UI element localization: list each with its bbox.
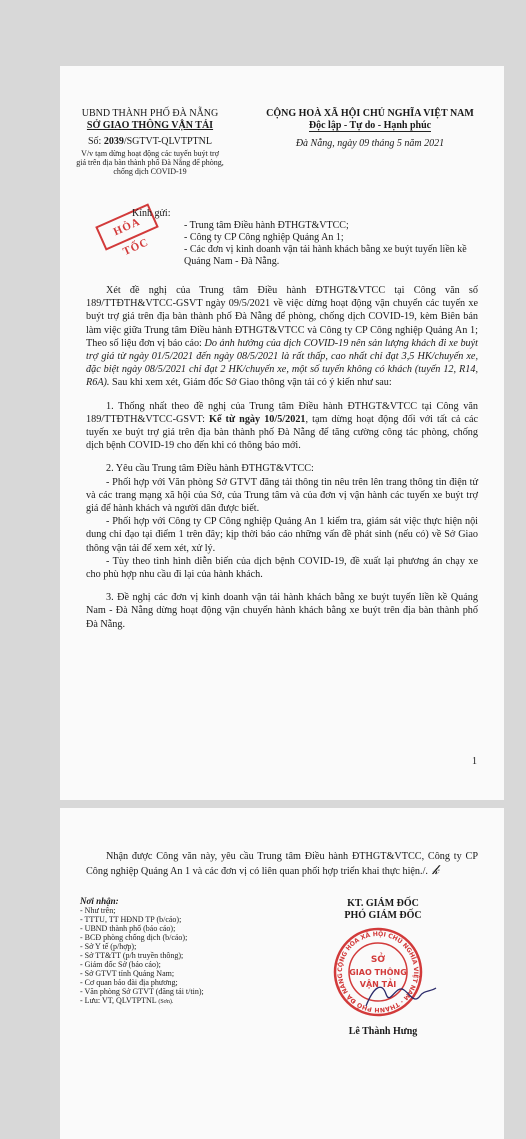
document-page-2 bbox=[60, 808, 504, 1139]
noi-nhan-item: - Sở GTVT tỉnh Quảng Nam; bbox=[80, 969, 175, 978]
issue-date: Đà Nẵng, ngày 09 tháng 5 năm 2021 bbox=[295, 138, 445, 149]
effective-date: Kể từ ngày 10/5/2021 bbox=[209, 413, 306, 425]
noi-nhan-item: - Sở Y tế (p/hợp); bbox=[80, 942, 137, 951]
item-2-bullet: - Phối hợp với Văn phòng Sở GTVT đăng tải thông tin nêu trên lên trang thông tin điện tử và các trang mạng xã hội của Sở, của Trung tâm và của đơn vị vận hành các tuyến xe buýt trợ giá để hành khách và người dân được biết. bbox=[86, 476, 478, 515]
national-header bbox=[246, 108, 494, 150]
item-3: 3. Đề nghị các đơn vị kinh doanh vận tải hành khách bằng xe buýt tuyến liền kề Quảng Nam - Đà Nẵng dừng hoạt động vận chuyển hành khách bằng xe buýt trên địa bàn thành phố Đà Nẵng. bbox=[86, 592, 478, 630]
page-number: 1 bbox=[472, 756, 477, 767]
urgent-stamp: HỎA TỐC bbox=[95, 203, 159, 250]
item-2-title: 2. Yêu cầu Trung tâm Điều hành ĐTHGT&VTCC: bbox=[106, 463, 314, 475]
noi-nhan-item: - UBND thành phố (báo cáo); bbox=[80, 924, 176, 933]
noi-nhan-item: - Lưu: VT, QLVTPTNL (Sơn). bbox=[80, 996, 174, 1005]
recipients-block bbox=[80, 896, 280, 1007]
noi-nhan-item: - Sở TT&TT (p/h truyền thông); bbox=[80, 951, 184, 960]
recipient-item: - Các đơn vị kinh doanh vận tải hành khách bằng xe buýt tuyến liền kề Quảng Nam - Đà Nẵng. bbox=[184, 244, 467, 267]
item-1: 1. Thống nhất theo đề nghị của Trung tâm Điều hành ĐTHGT&VTCC tại Công văn 189/TTĐTH&VTCC-GSVT: Kể từ ngày 10/5/2021, tạm dừng hoạt động đối với tất cả các tuyến xe buýt trợ giá trên địa bàn thành phố Đà Nẵng để tăng cường công tác phòng, chống dịch bệnh COVID-19 cho đến khi có thông báo mới. bbox=[86, 400, 478, 452]
number-value: 2039 bbox=[103, 136, 124, 147]
document-number bbox=[66, 136, 234, 148]
national-motto: Độc lập - Tự do - Hạnh phúc bbox=[308, 120, 432, 131]
recipient-item: - Trung tâm Điều hành ĐTHGT&VTCC; bbox=[184, 220, 349, 231]
closing-paragraph: Nhận được Công văn này, yêu cầu Trung tâm Điều hành ĐTHGT&VTCC, Công ty CP Công nghiệp Quảng An 1 và các đơn vị có liên quan phối hợp triển khai thực hiện./. 𝓀 bbox=[86, 851, 478, 878]
signer-title-1: KT. GIÁM ĐỐC bbox=[347, 898, 419, 909]
initial-signature: 𝓀 bbox=[431, 862, 439, 878]
noi-nhan-item: - BCĐ phòng chống dịch (b/cáo); bbox=[80, 933, 188, 942]
intro-italic: Do ảnh hưởng của dịch COVID-19 nên sản lượng khách đi xe buýt trợ giá từ ngày 01/5/2021 đến ngày 08/5/2021 là rất thấp, cao nhất chỉ đạt 3,5 HK/chuyến xe, đặc biệt ngày 08/5/2021 chỉ đạt 2 HK/chuyến xe, một số tuyến không có khách (tuyến 12, R14, R6A). bbox=[86, 337, 479, 389]
issuer-org: UBND THÀNH PHỐ ĐÀ NẴNG bbox=[81, 108, 219, 119]
handwritten-signature bbox=[360, 976, 440, 1016]
recipients-list bbox=[184, 220, 484, 268]
seal-ring-text: CỘNG HÒA XÃ HỘI CHỦ NGHĨA VIỆT NAM · THÀNH PHỐ ĐÀ NẴNG bbox=[336, 930, 420, 1014]
document-subject: V/v tạm dừng hoạt động các tuyến buýt trợ giá trên địa bàn thành phố Đà Nẵng để phòng, chống dịch COVID-19 bbox=[76, 149, 224, 176]
recipient-item: - Công ty CP Công nghiệp Quảng An 1; bbox=[184, 232, 344, 243]
intro-paragraph: Xét đề nghị của Trung tâm Điều hành ĐTHGT&VTCC tại Công văn số 189/TTĐTH&VTCC-GSVT ngày 09/5/2021 về việc dừng hoạt động vận chuyển các tuyến xe buýt trợ giá trên địa bàn thành phố Đà Nẵng để phòng, chống dịch COVID-19, kèm Biên bản làm việc giữa Trung tâm Điều hành ĐTHGT&VTCC và Công ty CP Công nghiệp Quảng An 1; Theo số liệu đơn vị báo cáo: Do ảnh hưởng của dịch COVID-19 nên sản lượng khách đi xe buýt trợ giá từ ngày 01/5/2021 đến ngày 08/5/2021 là rất thấp, cao nhất chỉ đạt 3,5 HK/chuyến xe, đặc biệt ngày 08/5/2021 chỉ đạt 2 HK/chuyến xe, một số tuyến không có khách (tuyến 12, R14, R6A). Sau khi xem xét, Giám đốc Sở Giao thông vận tải có ý kiến như sau: bbox=[86, 285, 479, 389]
seal-center-2: GIAO THÔNG bbox=[349, 968, 407, 977]
item-2-bullet: - Tùy theo tình hình diễn biến của dịch bệnh COVID-19, đề xuất lại phương án chạy xe cho phù hợp nhu cầu đi lại của hành khách. bbox=[86, 555, 478, 581]
nation-title: CỘNG HOÀ XÃ HỘI CHỦ NGHĨA VIỆT NAM bbox=[266, 108, 474, 119]
kinh-gui-label: Kính gửi: bbox=[132, 208, 171, 219]
signer-title-2: PHÓ GIÁM ĐỐC bbox=[344, 910, 422, 921]
noi-nhan-item: - Giám đốc Sở (báo cáo); bbox=[80, 960, 161, 969]
noi-nhan-item: - Cơ quan báo đài địa phương; bbox=[80, 978, 178, 987]
noi-nhan-item: - Văn phòng Sở GTVT (đăng tải t/tin); bbox=[80, 987, 204, 996]
noi-nhan-item: - TTTU, TT HĐND TP (b/cáo); bbox=[80, 915, 182, 924]
item-2-bullet: - Phối hợp với Công ty CP Công nghiệp Quảng An 1 kiểm tra, giám sát việc thực hiện nội dung chỉ đạo tại điểm 1 trên đây; kịp thời báo cáo những vấn đề phát sinh (nếu có) về Sở Giao thông vận tải để xem xét, xử lý. bbox=[86, 516, 478, 554]
document-body bbox=[86, 284, 478, 631]
noi-nhan-item: - Như trên; bbox=[80, 906, 116, 915]
seal-center-1: SỞ bbox=[370, 955, 386, 965]
document-page-1 bbox=[60, 66, 504, 800]
noi-nhan-title: Nơi nhận: bbox=[80, 896, 119, 906]
number-suffix: /SGTVT-QLVTPTNL bbox=[123, 136, 212, 147]
noi-nhan-list bbox=[80, 906, 280, 1007]
issuer-block bbox=[66, 108, 234, 176]
number-prefix: Số: bbox=[88, 136, 102, 147]
issuer-dept: SỞ GIAO THÔNG VẬN TẢI bbox=[86, 120, 214, 131]
signer-name: Lê Thành Hưng bbox=[348, 1026, 418, 1037]
seal-center-3: VẬN TẢI bbox=[359, 980, 397, 989]
signer-block bbox=[308, 898, 458, 922]
